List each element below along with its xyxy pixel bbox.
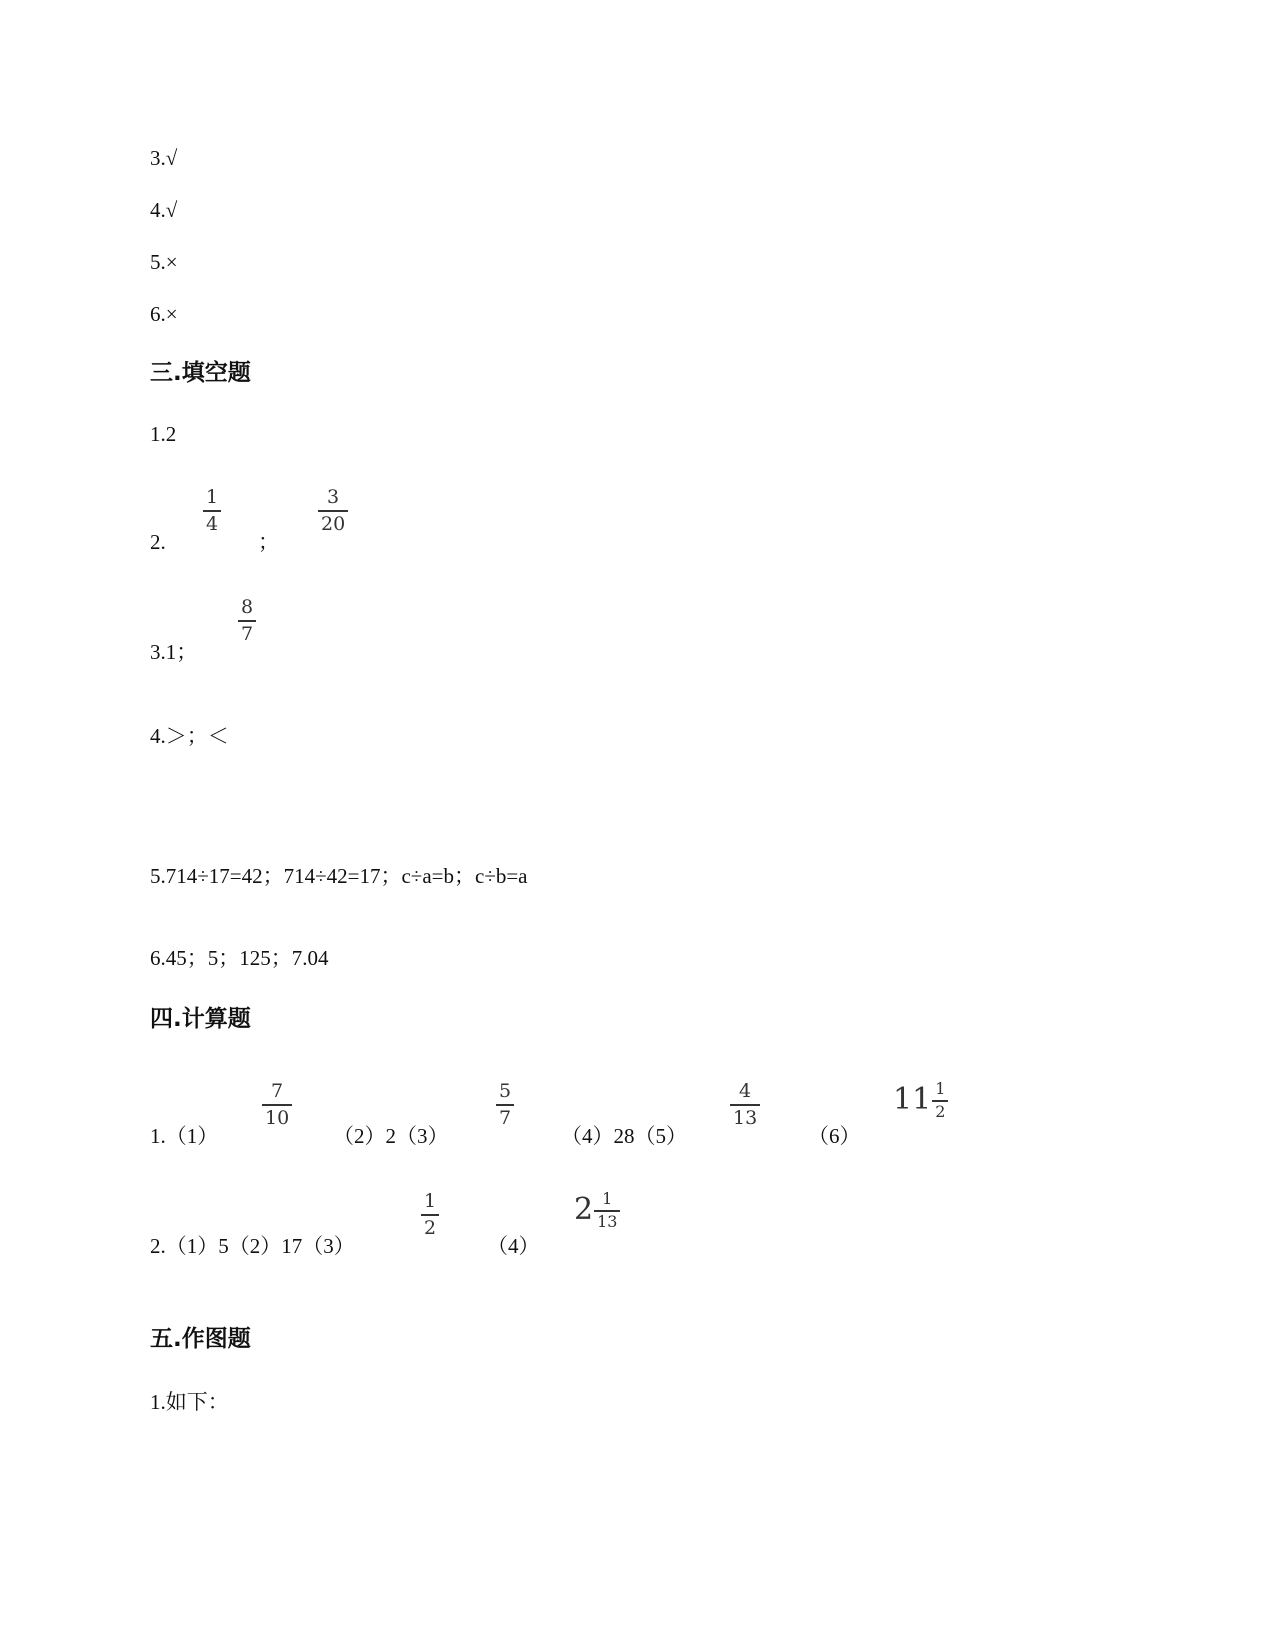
fraction-denominator: 4 [206,512,219,535]
fill-answer-4: 4.＞；＜ [150,724,229,748]
fill-answer-2-separator: ； [258,530,279,554]
fraction-bar [421,1214,439,1216]
judge-answer-6: 6.× [150,302,178,326]
fill-answer-2-prefix: 2. [150,530,166,554]
fraction [932,1080,948,1121]
fraction-bar [730,1104,760,1106]
fraction [238,596,256,645]
calc-answer-1-part4: （6） [808,1124,861,1148]
fraction [730,1080,760,1129]
fraction-bar [203,510,221,512]
fraction [203,486,221,535]
fraction-denominator: 20 [321,512,346,535]
fraction-numerator: 3 [327,486,340,508]
fraction-denominator: 13 [597,1211,618,1231]
section-heading-draw: 五.作图题 [150,1326,251,1352]
fraction-numerator: 1 [206,486,219,508]
fraction-numerator: 1 [424,1190,437,1212]
fraction-denominator: 2 [935,1101,946,1121]
judge-answer-4: 4.√ [150,198,178,222]
fraction-numerator: 5 [499,1080,512,1102]
fraction [594,1190,620,1231]
calc-answer-1-part1: 1.（1） [150,1124,219,1148]
fraction-bar [262,1104,292,1106]
fraction-bar [496,1104,514,1106]
fraction [262,1080,292,1129]
section-heading-calc: 四.计算题 [150,1006,251,1032]
calc-answer-2-part1: 2.（1）5（2）17（3） [150,1234,355,1258]
calc-answer-1-part2: （2）2（3） [333,1124,449,1148]
fraction-denominator: 2 [424,1216,437,1239]
fraction [318,486,348,535]
judge-answer-5: 5.× [150,250,178,274]
draw-answer-1: 1.如下： [150,1390,229,1414]
fraction-denominator: 13 [733,1106,758,1129]
fraction-bar [318,510,348,512]
fraction-bar [238,620,256,622]
fraction-denominator: 7 [241,622,254,645]
fraction-numerator: 7 [271,1080,284,1102]
mixed-number [574,1190,620,1231]
judge-answer-3: 3.√ [150,146,178,170]
fraction-numerator: 1 [602,1189,613,1208]
fill-answer-3-prefix: 3.1； [150,640,198,664]
fill-answer-5: 5.714÷17=42；714÷42=17；c÷a=b；c÷b=a [150,864,528,888]
fraction-denominator: 7 [499,1106,512,1129]
calc-answer-1-part3: （4）28（5） [561,1124,687,1148]
mixed-number [893,1080,948,1121]
fraction-denominator: 10 [265,1106,290,1129]
fraction [496,1080,514,1129]
fraction [421,1190,439,1239]
mixed-number-whole: 2 [574,1192,594,1228]
fraction-numerator: 8 [241,596,254,618]
section-heading-fill: 三.填空题 [150,360,251,386]
fill-answer-6: 6.45；5；125；7.04 [150,946,329,970]
fraction-numerator: 4 [739,1080,752,1102]
fraction-numerator: 1 [935,1079,946,1098]
fill-answer-1: 1.2 [150,422,177,446]
calc-answer-2-part2: （4） [487,1234,540,1258]
mixed-number-whole: 11 [893,1082,932,1118]
